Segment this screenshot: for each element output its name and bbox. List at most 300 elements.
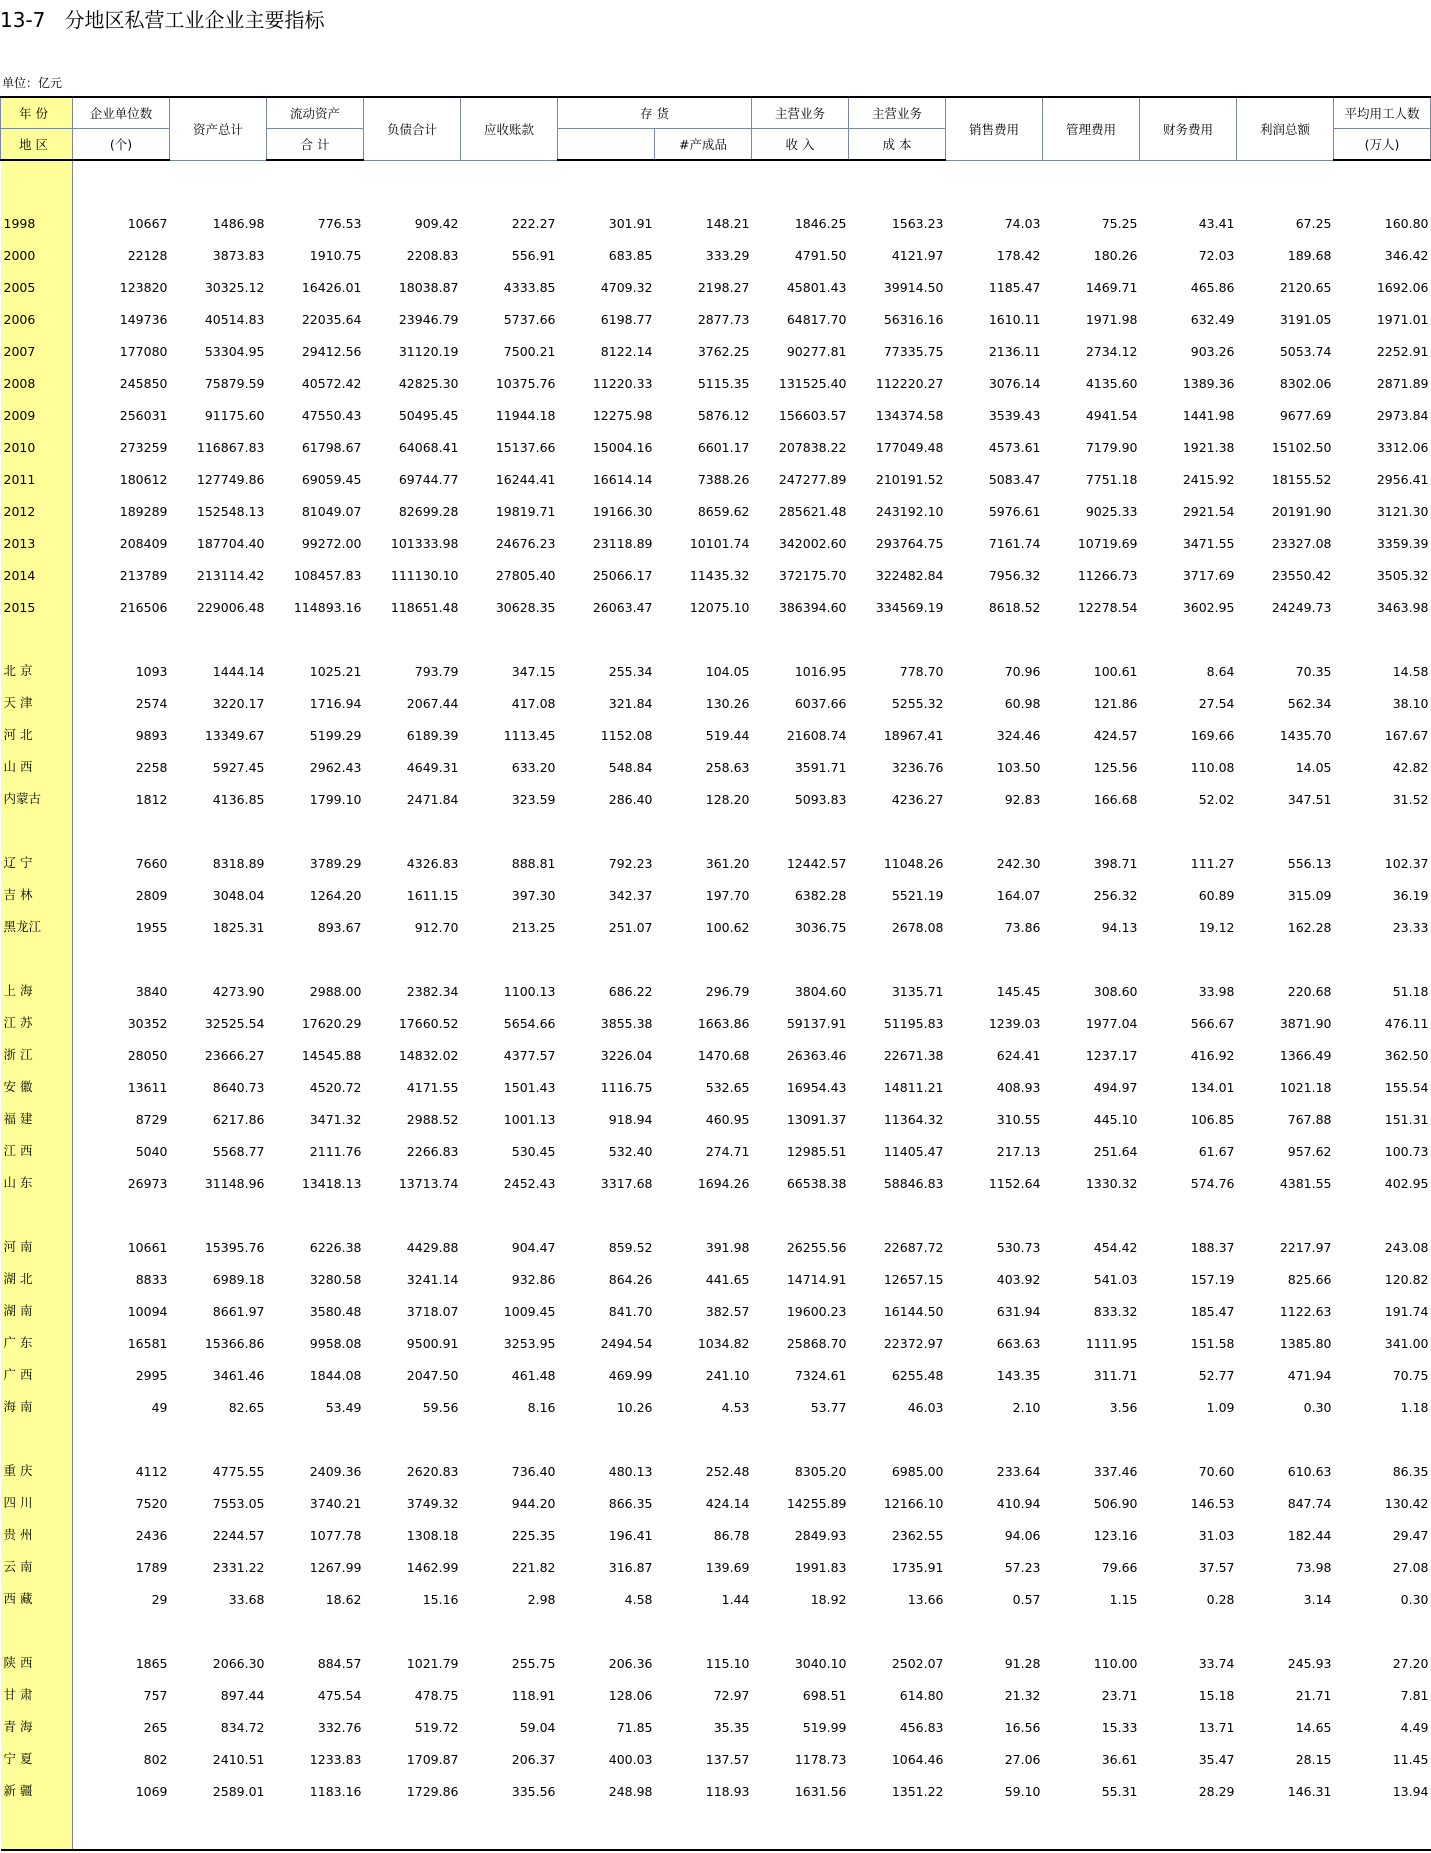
cell-value: 164.07 <box>996 888 1041 903</box>
cell-value: 152548.13 <box>196 504 265 519</box>
cell-value: 256031 <box>119 408 168 423</box>
cell-value: 162.28 <box>1287 920 1332 935</box>
cell-value: 8659.62 <box>697 504 750 519</box>
cell-value: 316.87 <box>608 1560 653 1575</box>
cell-value: 1610.11 <box>988 312 1041 327</box>
cell-value: 14.05 <box>1295 760 1332 775</box>
cell-value: 53.77 <box>810 1400 847 1415</box>
header-current-assets-sub: 合 计 <box>267 129 364 161</box>
cell-value: 180.26 <box>1093 248 1138 263</box>
cell-value: 13.66 <box>907 1592 944 1607</box>
cell-value: 7388.26 <box>697 472 750 487</box>
cell-value: 0.30 <box>1400 1592 1429 1607</box>
cell-value: 75879.59 <box>204 376 265 391</box>
cell-value: 114893.16 <box>293 600 362 615</box>
cell-value: 11220.33 <box>592 376 653 391</box>
cell-value: 1264.20 <box>309 888 362 903</box>
cell-value: 1.15 <box>1109 1592 1138 1607</box>
cell-value: 27.06 <box>1004 1752 1041 1767</box>
cell-value: 216506 <box>119 600 168 615</box>
cell-value: 7.81 <box>1400 1688 1429 1703</box>
row-label: 河 南 <box>1 1228 73 1260</box>
cell-value: 9958.08 <box>309 1336 362 1351</box>
table-row <box>1 524 1431 556</box>
cell-value: 2995 <box>135 1368 168 1383</box>
cell-value: 1501.43 <box>503 1080 556 1095</box>
cell-value: 16614.14 <box>592 472 653 487</box>
cell-value: 82.65 <box>228 1400 265 1415</box>
cell-value: 178.42 <box>996 248 1041 263</box>
cell-value: 28.29 <box>1198 1784 1235 1799</box>
cell-value: 5521.19 <box>891 888 944 903</box>
cell-value: 5876.12 <box>697 408 750 423</box>
cell-value: 866.35 <box>608 1496 653 1511</box>
cell-value: 3.56 <box>1109 1400 1138 1415</box>
row-label: 青 海 <box>1 1708 73 1740</box>
cell-value: 30628.35 <box>495 600 556 615</box>
cell-value: 206.36 <box>608 1656 653 1671</box>
cell-value: 342002.60 <box>778 536 847 551</box>
row-label: 重 庆 <box>1 1452 73 1484</box>
cell-value: 1233.83 <box>309 1752 362 1767</box>
cell-value: 32525.54 <box>204 1016 265 1031</box>
cell-value: 2111.76 <box>309 1144 362 1159</box>
cell-value: 100.61 <box>1093 664 1138 679</box>
cell-value: 624.41 <box>996 1048 1041 1063</box>
cell-value: 7179.90 <box>1085 440 1138 455</box>
cell-value: 27.54 <box>1198 696 1235 711</box>
cell-value: 46.03 <box>907 1400 944 1415</box>
table-row <box>1 396 1431 428</box>
cell-value: 833.32 <box>1093 1304 1138 1319</box>
cell-value: 932.86 <box>511 1272 556 1287</box>
cell-value: 4941.54 <box>1085 408 1138 423</box>
cell-value: 31.52 <box>1392 792 1429 807</box>
header-cost: 主营业务 <box>849 97 946 129</box>
cell-value: 2494.54 <box>600 1336 653 1351</box>
cell-value: 3749.32 <box>406 1496 459 1511</box>
cell-value: 2678.08 <box>891 920 944 935</box>
cell-value: 12278.54 <box>1077 600 1138 615</box>
cell-value: 16954.43 <box>786 1080 847 1095</box>
cell-value: 265 <box>143 1720 168 1735</box>
spacer-row <box>1 940 1431 972</box>
unit-label: 单位：亿元 <box>2 76 63 90</box>
cell-value: 66538.38 <box>786 1176 847 1191</box>
cell-value: 51195.83 <box>883 1016 944 1031</box>
cell-value: 187704.40 <box>196 536 265 551</box>
cell-value: 189289 <box>119 504 168 519</box>
cell-value: 11364.32 <box>883 1112 944 1127</box>
cell-value: 35.47 <box>1198 1752 1235 1767</box>
cell-value: 5255.32 <box>891 696 944 711</box>
cell-value: 12657.15 <box>883 1272 944 1287</box>
cell-value: 64068.41 <box>398 440 459 455</box>
cell-value: 14255.89 <box>786 1496 847 1511</box>
cell-value: 137.57 <box>705 1752 750 1767</box>
cell-value: 2382.34 <box>406 984 459 999</box>
cell-value: 2.98 <box>527 1592 556 1607</box>
cell-value: 1865 <box>135 1656 168 1671</box>
cell-value: 273259 <box>119 440 168 455</box>
cell-value: 4791.50 <box>794 248 847 263</box>
cell-value: 864.26 <box>608 1272 653 1287</box>
cell-value: 3226.04 <box>600 1048 653 1063</box>
cell-value: 103.50 <box>996 760 1041 775</box>
cell-value: 1729.86 <box>406 1784 459 1799</box>
cell-value: 296.79 <box>705 984 750 999</box>
cell-value: 2362.55 <box>891 1528 944 1543</box>
cell-value: 10.26 <box>616 1400 653 1415</box>
cell-value: 177049.48 <box>875 440 944 455</box>
row-label: 北 京 <box>1 652 73 684</box>
cell-value: 42.82 <box>1392 760 1429 775</box>
cell-value: 26973 <box>127 1176 168 1191</box>
cell-value: 21.32 <box>1004 1688 1041 1703</box>
cell-value: 391.98 <box>705 1240 750 1255</box>
cell-value: 110.00 <box>1093 1656 1138 1671</box>
cell-value: 532.65 <box>705 1080 750 1095</box>
cell-value: 9025.33 <box>1085 504 1138 519</box>
cell-value: 4273.90 <box>212 984 265 999</box>
cell-value: 28050 <box>127 1048 168 1063</box>
cell-value: 2452.43 <box>503 1176 556 1191</box>
spacer-row <box>1 812 1431 844</box>
cell-value: 23550.42 <box>1271 568 1332 583</box>
header-cost-sub: 成 本 <box>849 129 946 161</box>
cell-value: 3280.58 <box>309 1272 362 1287</box>
cell-value: 3236.76 <box>891 760 944 775</box>
cell-value: 6037.66 <box>794 696 847 711</box>
cell-value: 400.03 <box>608 1752 653 1767</box>
cell-value: 79.66 <box>1101 1560 1138 1575</box>
cell-value: 556.91 <box>511 248 556 263</box>
cell-value: 957.62 <box>1287 1144 1332 1159</box>
cell-value: 8302.06 <box>1279 376 1332 391</box>
cell-value: 53.49 <box>325 1400 362 1415</box>
table-row <box>1 876 1431 908</box>
table-row <box>1 1772 1431 1804</box>
row-label: 2008 <box>1 364 73 396</box>
cell-value: 61.67 <box>1198 1144 1235 1159</box>
cell-value: 22671.38 <box>883 1048 944 1063</box>
cell-value: 362.50 <box>1384 1048 1429 1063</box>
row-label: 2011 <box>1 460 73 492</box>
cell-value: 12275.98 <box>592 408 653 423</box>
table-row <box>1 684 1431 716</box>
cell-value: 323.59 <box>511 792 556 807</box>
cell-value: 222.27 <box>511 216 556 231</box>
cell-value: 33.68 <box>228 1592 265 1607</box>
cell-value: 157.19 <box>1190 1272 1235 1287</box>
cell-value: 397.30 <box>511 888 556 903</box>
cell-value: 386394.60 <box>778 600 847 615</box>
cell-value: 130.26 <box>705 696 750 711</box>
cell-value: 30325.12 <box>204 280 265 295</box>
cell-value: 110.08 <box>1190 760 1235 775</box>
row-label: 山 西 <box>1 748 73 780</box>
cell-value: 3359.39 <box>1376 536 1429 551</box>
cell-value: 6255.48 <box>891 1368 944 1383</box>
cell-value: 210191.52 <box>875 472 944 487</box>
row-label: 湖 南 <box>1 1292 73 1324</box>
cell-value: 160.80 <box>1384 216 1429 231</box>
cell-value: 8305.20 <box>794 1464 847 1479</box>
cell-value: 26363.46 <box>786 1048 847 1063</box>
cell-value: 166.68 <box>1093 792 1138 807</box>
table-body <box>1 160 1431 1850</box>
cell-value: 104.05 <box>705 664 750 679</box>
cell-value: 15.33 <box>1101 1720 1138 1735</box>
cell-value: 27805.40 <box>495 568 556 583</box>
cell-value: 6601.17 <box>697 440 750 455</box>
cell-value: 130.42 <box>1384 1496 1429 1511</box>
cell-value: 23118.89 <box>592 536 653 551</box>
cell-value: 22128 <box>127 248 168 263</box>
cell-value: 6198.77 <box>600 312 653 327</box>
cell-value: 1991.83 <box>794 1560 847 1575</box>
cell-value: 19166.30 <box>592 504 653 519</box>
cell-value: 480.13 <box>608 1464 653 1479</box>
cell-value: 31120.19 <box>398 344 459 359</box>
cell-value: 1116.75 <box>600 1080 653 1095</box>
cell-value: 18.92 <box>810 1592 847 1607</box>
cell-value: 100.62 <box>705 920 750 935</box>
cell-value: 1694.26 <box>697 1176 750 1191</box>
cell-value: 21608.74 <box>786 728 847 743</box>
cell-value: 1435.70 <box>1279 728 1332 743</box>
cell-value: 59.10 <box>1004 1784 1041 1799</box>
cell-value: 541.03 <box>1093 1272 1138 1287</box>
cell-value: 52.02 <box>1198 792 1235 807</box>
header-workers-unit: (万人) <box>1334 129 1431 161</box>
table-row <box>1 1548 1431 1580</box>
cell-value: 21.71 <box>1295 1688 1332 1703</box>
cell-value: 311.71 <box>1093 1368 1138 1383</box>
cell-value: 17620.29 <box>301 1016 362 1031</box>
cell-value: 776.53 <box>317 216 362 231</box>
cell-value: 4.58 <box>624 1592 653 1607</box>
cell-value: 19819.71 <box>495 504 556 519</box>
cell-value: 3036.75 <box>794 920 847 935</box>
cell-value: 27.20 <box>1392 1656 1429 1671</box>
table-row <box>1 588 1431 620</box>
table-row <box>1 1004 1431 1036</box>
cell-value: 13418.13 <box>301 1176 362 1191</box>
cell-value: 7660 <box>135 856 168 871</box>
cell-value: 1462.99 <box>406 1560 459 1575</box>
cell-value: 11266.73 <box>1077 568 1138 583</box>
cell-value: 60.98 <box>1004 696 1041 711</box>
cell-value: 382.57 <box>705 1304 750 1319</box>
row-label: 2013 <box>1 524 73 556</box>
cell-value: 519.44 <box>705 728 750 743</box>
cell-value: 4112 <box>135 1464 168 1479</box>
spacer-row <box>1 1420 1431 1452</box>
row-label: 贵 州 <box>1 1516 73 1548</box>
cell-value: 3871.90 <box>1279 1016 1332 1031</box>
cell-value: 180612 <box>119 472 168 487</box>
cell-value: 51.18 <box>1392 984 1429 999</box>
cell-value: 16244.41 <box>495 472 556 487</box>
indicator-table <box>0 96 1431 1851</box>
cell-value: 8729 <box>135 1112 168 1127</box>
row-label: 吉 林 <box>1 876 73 908</box>
cell-value: 5654.66 <box>503 1016 556 1031</box>
cell-value: 4333.85 <box>503 280 556 295</box>
cell-value: 108457.83 <box>293 568 362 583</box>
cell-value: 335.56 <box>511 1784 556 1799</box>
cell-value: 1064.46 <box>891 1752 944 1767</box>
cell-value: 2502.07 <box>891 1656 944 1671</box>
cell-value: 465.86 <box>1190 280 1235 295</box>
cell-value: 67.25 <box>1295 216 1332 231</box>
cell-value: 3789.29 <box>309 856 362 871</box>
cell-value: 248.98 <box>608 1784 653 1799</box>
cell-value: 134.01 <box>1190 1080 1235 1095</box>
cell-value: 301.91 <box>608 216 653 231</box>
table-row <box>1 1484 1431 1516</box>
cell-value: 5053.74 <box>1279 344 1332 359</box>
cell-value: 8.64 <box>1206 664 1235 679</box>
cell-value: 1631.56 <box>794 1784 847 1799</box>
cell-value: 3539.43 <box>988 408 1041 423</box>
row-label: 宁 夏 <box>1 1740 73 1772</box>
cell-value: 5093.83 <box>794 792 847 807</box>
cell-value: 3220.17 <box>212 696 265 711</box>
cell-value: 19.12 <box>1198 920 1235 935</box>
cell-value: 334569.19 <box>875 600 944 615</box>
cell-value: 1025.21 <box>309 664 362 679</box>
cell-value: 72.03 <box>1198 248 1235 263</box>
cell-value: 40514.83 <box>204 312 265 327</box>
cell-value: 1113.45 <box>503 728 556 743</box>
cell-value: 69059.45 <box>301 472 362 487</box>
cell-value: 3241.14 <box>406 1272 459 1287</box>
cell-value: 5568.77 <box>212 1144 265 1159</box>
cell-value: 324.46 <box>996 728 1041 743</box>
cell-value: 519.72 <box>414 1720 459 1735</box>
cell-value: 736.40 <box>511 1464 556 1479</box>
cell-value: 26063.47 <box>592 600 653 615</box>
cell-value: 333.29 <box>705 248 750 263</box>
cell-value: 417.08 <box>511 696 556 711</box>
cell-value: 101333.98 <box>390 536 459 551</box>
cell-value: 1237.17 <box>1085 1048 1138 1063</box>
cell-value: 7956.32 <box>988 568 1041 583</box>
cell-value: 1093 <box>135 664 168 679</box>
cell-value: 884.57 <box>317 1656 362 1671</box>
cell-value: 10661 <box>127 1240 168 1255</box>
table-row <box>1 1292 1431 1324</box>
cell-value: 3855.38 <box>600 1016 653 1031</box>
row-label: 2000 <box>1 236 73 268</box>
cell-value: 556.13 <box>1287 856 1332 871</box>
cell-value: 3317.68 <box>600 1176 653 1191</box>
cell-value: 13.94 <box>1392 1784 1429 1799</box>
cell-value: 698.51 <box>802 1688 847 1703</box>
cell-value: 22035.64 <box>301 312 362 327</box>
cell-value: 4775.55 <box>212 1464 265 1479</box>
cell-value: 342.37 <box>608 888 653 903</box>
cell-value: 424.57 <box>1093 728 1138 743</box>
cell-value: 191.74 <box>1384 1304 1429 1319</box>
cell-value: 6189.39 <box>406 728 459 743</box>
spacer-row <box>1 160 1431 204</box>
page-title: 13-7 分地区私营工业企业主要指标 <box>0 8 325 32</box>
cell-value: 285621.48 <box>778 504 847 519</box>
row-label: 2006 <box>1 300 73 332</box>
cell-value: 18.62 <box>325 1592 362 1607</box>
cell-value: 185.47 <box>1190 1304 1235 1319</box>
cell-value: 102.37 <box>1384 856 1429 871</box>
cell-value: 3191.05 <box>1279 312 1332 327</box>
cell-value: 99272.00 <box>301 536 362 551</box>
row-label: 天 津 <box>1 684 73 716</box>
cell-value: 145.45 <box>996 984 1041 999</box>
table-row <box>1 1260 1431 1292</box>
cell-value: 834.72 <box>220 1720 265 1735</box>
cell-value: 213789 <box>119 568 168 583</box>
cell-value: 859.52 <box>608 1240 653 1255</box>
cell-value: 29.47 <box>1392 1528 1429 1543</box>
table-row <box>1 1036 1431 1068</box>
cell-value: 14832.02 <box>398 1048 459 1063</box>
cell-value: 120.82 <box>1384 1272 1429 1287</box>
cell-value: 904.47 <box>511 1240 556 1255</box>
table-row <box>1 1516 1431 1548</box>
cell-value: 18155.52 <box>1271 472 1332 487</box>
row-label: 1998 <box>1 204 73 236</box>
row-label: 江 苏 <box>1 1004 73 1036</box>
cell-value: 243.08 <box>1384 1240 1429 1255</box>
cell-value: 4.53 <box>721 1400 750 1415</box>
cell-value: 23946.79 <box>398 312 459 327</box>
cell-value: 1308.18 <box>406 1528 459 1543</box>
table-row <box>1 1740 1431 1772</box>
cell-value: 2956.41 <box>1376 472 1429 487</box>
cell-value: 2331.22 <box>212 1560 265 1575</box>
cell-value: 245850 <box>119 376 168 391</box>
cell-value: 7161.74 <box>988 536 1041 551</box>
cell-value: 151.31 <box>1384 1112 1429 1127</box>
cell-value: 802 <box>143 1752 168 1767</box>
table-row <box>1 1100 1431 1132</box>
cell-value: 11944.18 <box>495 408 556 423</box>
cell-value: 1844.08 <box>309 1368 362 1383</box>
cell-value: 128.20 <box>705 792 750 807</box>
cell-value: 15395.76 <box>204 1240 265 1255</box>
row-label: 陕 西 <box>1 1644 73 1676</box>
table-row <box>1 908 1431 940</box>
cell-value: 3471.32 <box>309 1112 362 1127</box>
cell-value: 631.94 <box>996 1304 1041 1319</box>
cell-value: 57.23 <box>1004 1560 1041 1575</box>
cell-value: 893.67 <box>317 920 362 935</box>
cell-value: 146.53 <box>1190 1496 1235 1511</box>
cell-value: 15366.86 <box>204 1336 265 1351</box>
cell-value: 1.18 <box>1400 1400 1429 1415</box>
row-label: 河 北 <box>1 716 73 748</box>
cell-value: 15137.66 <box>495 440 556 455</box>
cell-value: 13349.67 <box>204 728 265 743</box>
cell-value: 3048.04 <box>212 888 265 903</box>
cell-value: 5040 <box>135 1144 168 1159</box>
row-label: 2009 <box>1 396 73 428</box>
cell-value: 33.74 <box>1198 1656 1235 1671</box>
cell-value: 2415.92 <box>1182 472 1235 487</box>
cell-value: 8122.14 <box>600 344 653 359</box>
